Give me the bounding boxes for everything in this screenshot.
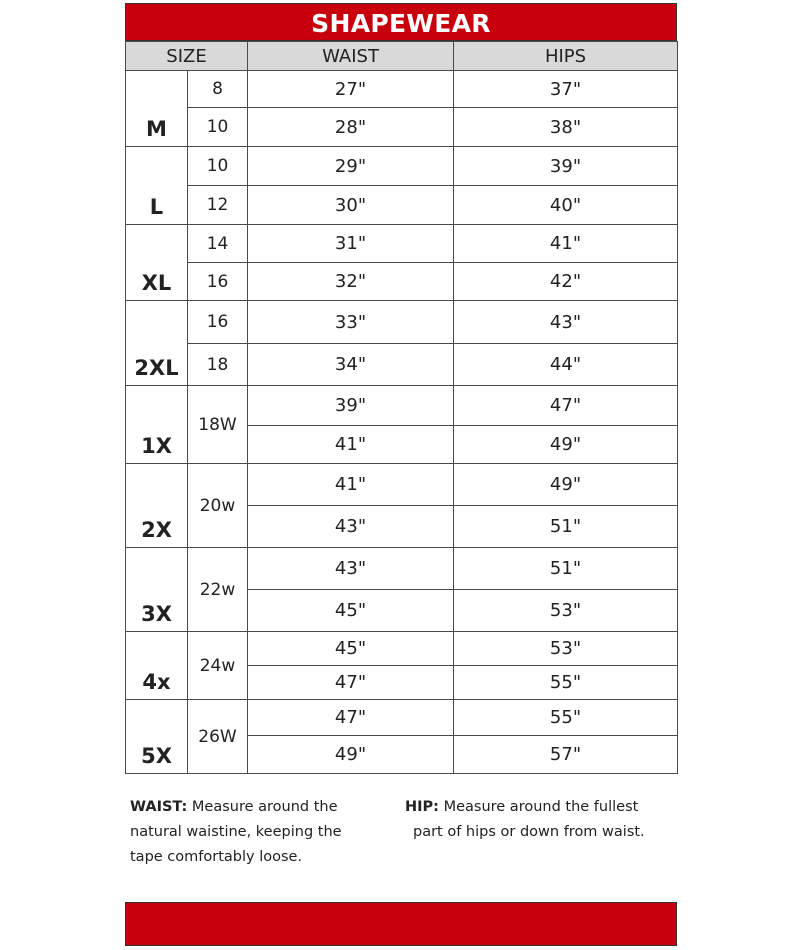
hips-value: 53"	[454, 632, 678, 666]
waist-note-text-1: Measure around the	[187, 799, 338, 815]
size-number: 22w	[188, 548, 248, 632]
hips-value: 37"	[454, 71, 678, 108]
hips-value: 43"	[454, 301, 678, 344]
waist-value: 43"	[248, 506, 454, 548]
header-row	[126, 42, 678, 71]
waist-header: WAIST	[248, 42, 454, 71]
size-label: 3X	[126, 548, 188, 632]
table-row	[126, 71, 678, 108]
size-number: 16	[188, 301, 248, 344]
size-table	[125, 41, 678, 774]
table-row	[126, 147, 678, 186]
hips-value: 49"	[454, 426, 678, 464]
waist-value: 27"	[248, 71, 454, 108]
waist-value: 30"	[248, 186, 454, 225]
hip-note-text-2: part of hips or down from waist.	[413, 824, 645, 840]
table-row	[126, 464, 678, 506]
footer-bar	[125, 902, 677, 946]
size-label: L	[126, 147, 188, 225]
size-number: 18W	[188, 386, 248, 464]
size-label: 2XL	[126, 301, 188, 386]
waist-value: 31"	[248, 225, 454, 263]
size-number: 10	[188, 108, 248, 147]
waist-value: 43"	[248, 548, 454, 590]
hips-value: 42"	[454, 263, 678, 301]
table-row	[126, 386, 678, 426]
waist-value: 34"	[248, 344, 454, 386]
size-number: 12	[188, 186, 248, 225]
hips-value: 51"	[454, 548, 678, 590]
waist-value: 41"	[248, 426, 454, 464]
hips-value: 55"	[454, 666, 678, 700]
waist-value: 45"	[248, 590, 454, 632]
hips-header: HIPS	[454, 42, 678, 71]
size-number: 10	[188, 147, 248, 186]
size-table-body	[126, 71, 678, 774]
waist-note-label: WAIST:	[130, 799, 188, 815]
hips-value: 51"	[454, 506, 678, 548]
table-row	[126, 700, 678, 736]
size-label: 2X	[126, 464, 188, 548]
size-number: 14	[188, 225, 248, 263]
hips-value: 47"	[454, 386, 678, 426]
table-row	[126, 344, 678, 386]
table-row	[126, 263, 678, 301]
hips-value: 40"	[454, 186, 678, 225]
hips-value: 38"	[454, 108, 678, 147]
waist-value: 47"	[248, 666, 454, 700]
waist-value: 41"	[248, 464, 454, 506]
table-row	[126, 108, 678, 147]
hips-value: 53"	[454, 590, 678, 632]
waist-value: 45"	[248, 632, 454, 666]
hips-value: 49"	[454, 464, 678, 506]
size-number: 8	[188, 71, 248, 108]
hip-note	[405, 795, 645, 845]
waist-note	[130, 795, 342, 870]
size-label: 4x	[126, 632, 188, 700]
waist-value: 32"	[248, 263, 454, 301]
size-label: M	[126, 71, 188, 147]
table-row	[126, 632, 678, 666]
table-row	[126, 548, 678, 590]
hips-value: 55"	[454, 700, 678, 736]
waist-note-text-3: tape comfortably loose.	[130, 849, 303, 865]
hips-value: 57"	[454, 736, 678, 774]
size-number: 16	[188, 263, 248, 301]
size-header: SIZE	[126, 42, 248, 71]
size-number: 26W	[188, 700, 248, 774]
waist-value: 49"	[248, 736, 454, 774]
waist-value: 28"	[248, 108, 454, 147]
size-number: 18	[188, 344, 248, 386]
size-chart	[125, 3, 677, 774]
waist-value: 29"	[248, 147, 454, 186]
hip-note-text-1: Measure around the fullest	[438, 799, 639, 815]
chart-title: SHAPEWEAR	[125, 3, 677, 41]
table-row	[126, 186, 678, 225]
waist-value: 33"	[248, 301, 454, 344]
hips-value: 39"	[454, 147, 678, 186]
hips-value: 41"	[454, 225, 678, 263]
table-row	[126, 301, 678, 344]
table-row	[126, 225, 678, 263]
size-number: 24w	[188, 632, 248, 700]
size-label: 5X	[126, 700, 188, 774]
waist-value: 47"	[248, 700, 454, 736]
waist-value: 39"	[248, 386, 454, 426]
hip-note-label: HIP:	[405, 799, 439, 815]
size-label: 1X	[126, 386, 188, 464]
waist-note-text-2: natural waistine, keeping the	[130, 824, 342, 840]
size-number: 20w	[188, 464, 248, 548]
hips-value: 44"	[454, 344, 678, 386]
size-label: XL	[126, 225, 188, 301]
